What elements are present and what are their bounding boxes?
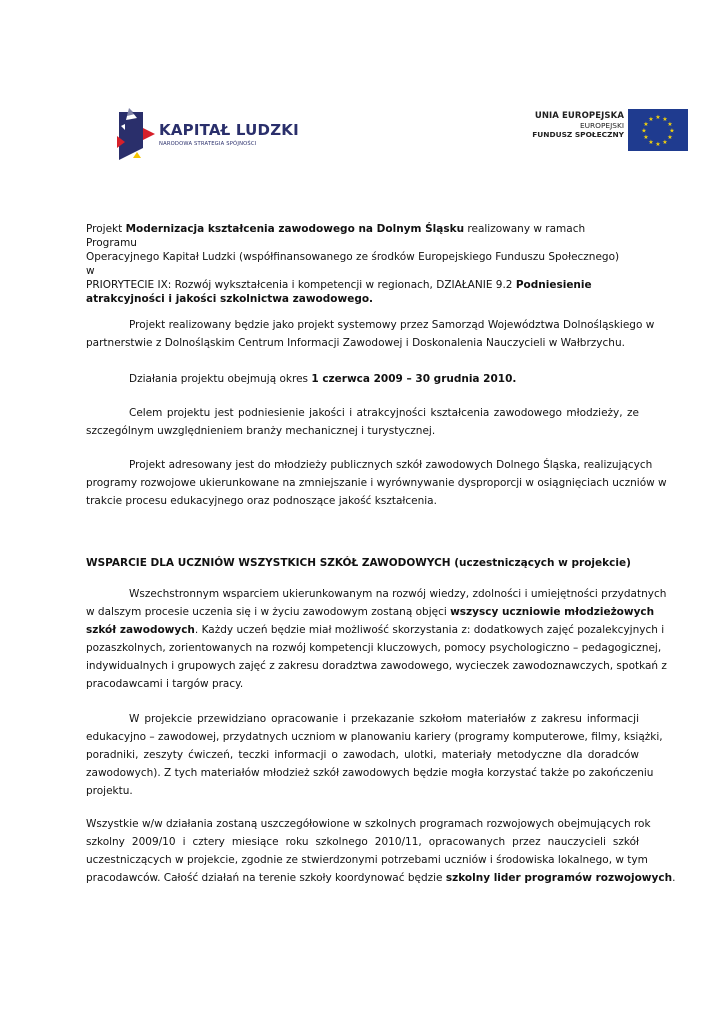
paragraph-programs — [86, 815, 676, 887]
svg-text:★: ★ — [648, 139, 654, 146]
kapital-ludzki-title: KAPITAŁ LUDZKI — [159, 121, 299, 139]
text-line: Celem projektu jest podniesienie jakości i atrakcyjności kształcenia zawodowego młodzieży, ze — [129, 407, 639, 419]
svg-text:★: ★ — [667, 121, 673, 128]
svg-text:★: ★ — [655, 141, 661, 148]
text-run: pracodawców. Całość działań na terenie szkoły koordynować będzie — [86, 872, 446, 884]
intro-line-4: atrakcyjności i jakości szkolnictwa zawodowego. — [86, 293, 374, 305]
text-line: szkolny 2009/10 i cztery miesiące roku szkolnego 2010/11, opracowanych przez nauczycieli szkół — [86, 836, 639, 848]
kapital-ludzki-text — [159, 122, 299, 147]
text-line: szczególnym uwzględnieniem branży mechanicznej i turystycznej. — [86, 425, 436, 437]
text-line: Projekt adresowany jest do młodzieży publicznych szkół zawodowych Dolnego Śląska, realizujących — [129, 459, 653, 471]
intro-text: realizowany w ramach Programu — [86, 223, 586, 249]
text-line: W projekcie przewidziano opracowanie i przekazanie szkołom materiałów z zakresu informacji — [129, 713, 639, 725]
intro-text: Projekt — [86, 223, 126, 235]
project-intro — [86, 222, 626, 306]
svg-text:★: ★ — [655, 114, 661, 121]
text-line: edukacyjno – zawodowej, przydatnych uczniom w planowaniu kariery (programy komputerowe, filmy, książki, — [86, 731, 663, 743]
text-line — [86, 869, 676, 887]
text-line: poradniki, zeszyty ćwiczeń, teczki informacji o zawodach, ulotki, materiały metodyczne dla doradców — [86, 749, 639, 761]
text-line — [86, 370, 639, 388]
intro-line-3 — [86, 278, 626, 292]
text-line: projektu. — [86, 785, 133, 797]
action-title: Podniesienie — [515, 279, 592, 291]
kapital-ludzki-subtitle: NARODOWA STRATEGIA SPÓJNOŚCI — [159, 141, 257, 147]
eu-line-2: EUROPEJSKI — [579, 121, 624, 130]
text-run: . Każdy uczeń będzie miał możliwość skorzystania z: dodatkowych zajęć pozalekcyjnych i — [194, 624, 665, 636]
svg-text:★: ★ — [643, 121, 649, 128]
text-line: zawodowych). Z tych materiałów młodzież szkół zawodowych będzie mogła korzystać także po zakończeniu — [86, 767, 654, 779]
intro-line-1 — [86, 222, 626, 250]
eu-line-1: UNIA EUROPEJSKA — [534, 111, 624, 121]
paragraph-period — [86, 370, 639, 388]
eu-line-3: FUNDUSZ SPOŁECZNY — [532, 130, 624, 139]
text-line — [86, 621, 665, 639]
section-heading: WSPARCIE DLA UCZNIÓW WSZYSTKICH SZKÓŁ ZAWODOWYCH (uczestniczących w projekcie) — [86, 557, 631, 569]
svg-text:★: ★ — [669, 127, 675, 135]
eu-text-block — [532, 111, 624, 139]
paragraph-support — [86, 585, 667, 693]
paragraph-goal — [86, 404, 639, 440]
project-title: Modernizacja kształcenia zawodowego na Dolnym Śląsku — [125, 223, 465, 235]
paragraph-project-system — [86, 316, 655, 352]
svg-text:★: ★ — [662, 116, 668, 123]
emphasis-text: szkolny lider programów rozwojowych — [445, 872, 673, 884]
paragraph-target — [86, 456, 667, 510]
text-line: Wszystkie w/w działania zostaną uszczegółowione w szkolnych programach rozwojowych obejmujących rok — [86, 818, 651, 830]
text-line: partnerstwie z Dolnośląskim Centrum Informacji Zawodowej i Doskonalenia Nauczycieli w Wałbrzychu. — [86, 337, 625, 349]
text-line: uczestniczących w projekcie, zgodnie ze stwierdzonymi potrzebami uczniów i środowiska lokalnego, w tym — [86, 854, 648, 866]
svg-text:★: ★ — [648, 116, 654, 123]
emphasis-text: wszyscy uczniowie młodzieżowych — [450, 606, 655, 618]
svg-text:★: ★ — [641, 127, 647, 135]
text-line: pracodawcami i targów pracy. — [86, 678, 244, 690]
svg-text:★: ★ — [643, 134, 649, 141]
text-line: trakcie procesu edukacyjnego oraz podnoszące jakość kształcenia. — [86, 495, 437, 507]
eu-fund-logo — [528, 109, 690, 154]
project-period: 1 czerwca 2009 – 30 grudnia 2010. — [311, 373, 517, 385]
intro-text: PRIORYTECIE IX: Rozwój wykształcenia i kompetencji w regionach, DZIAŁANIE 9.2 — [86, 279, 516, 291]
emphasis-text: szkół zawodowych — [86, 624, 195, 636]
text-run: w dalszym procesie uczenia się i w życiu zawodowym zostaną objęci — [86, 606, 451, 618]
text-run: Działania projektu obejmują okres — [129, 373, 312, 385]
svg-text:★: ★ — [667, 134, 673, 141]
svg-text:★: ★ — [662, 139, 668, 146]
text-run: . — [672, 872, 676, 884]
kapital-ludzki-logo — [113, 108, 299, 168]
intro-line-2: Operacyjnego Kapitał Ludzki (współfinansowanego ze środków Europejskiego Funduszu Społecznego) w — [86, 251, 620, 277]
eu-flag-icon — [628, 109, 688, 151]
text-line: pozaszkolnych, zorientowanych na rozwój kompetencji kluczowych, pomocy psychologiczno – pedagogicznej, — [86, 642, 662, 654]
text-line: Projekt realizowany będzie jako projekt systemowy przez Samorząd Województwa Dolnośląskiego w — [129, 319, 655, 331]
kapital-ludzki-mark-icon — [113, 108, 157, 164]
text-line — [86, 603, 655, 621]
text-line: Wszechstronnym wsparciem ukierunkowanym na rozwój wiedzy, zdolności i umiejętności przydatnych — [129, 588, 667, 600]
text-line: indywidualnych i grupowych zajęć z zakresu doradztwa zawodowego, wycieczek zawodoznawczych, spotkań z — [86, 660, 667, 672]
text-line: programy rozwojowe ukierunkowane na zmniejszanie i wyrównywanie dysproporcji w osiągnięciach uczniów w — [86, 477, 667, 489]
paragraph-materials — [86, 710, 663, 800]
